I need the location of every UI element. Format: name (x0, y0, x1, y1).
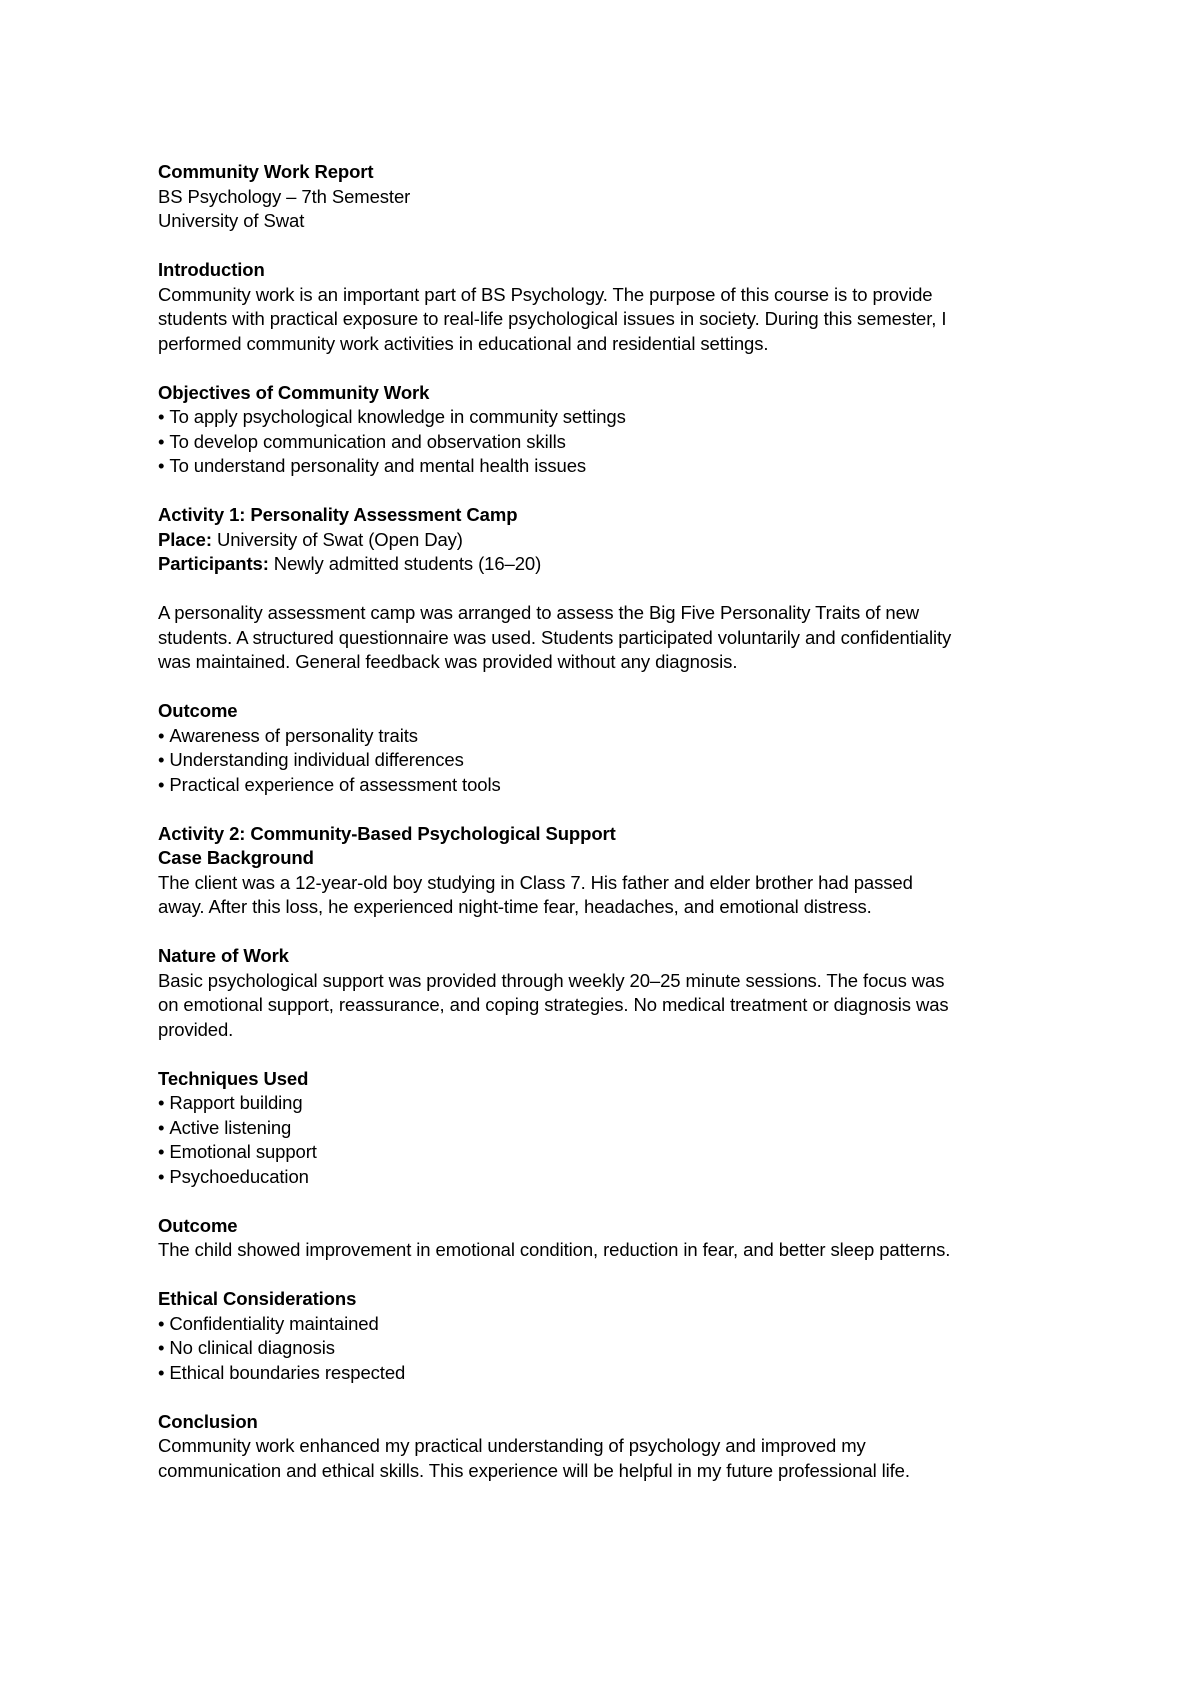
activity1-place (158, 528, 1078, 553)
objective-item: • To understand personality and mental health issues (158, 454, 1078, 479)
activity1-outcome-heading: Outcome (158, 700, 238, 721)
technique-item: • Active listening (158, 1116, 1078, 1141)
activity2-outcome-line: The child showed improvement in emotional condition, reduction in fear, and better sleep patterns. (158, 1239, 951, 1260)
ethics-heading: Ethical Considerations (158, 1288, 357, 1309)
case-background-heading: Case Background (158, 847, 314, 868)
activity1-text-line: students. A structured questionnaire was used. Students participated voluntarily and confidentiality (158, 626, 952, 648)
nature-of-work-line: on emotional support, reassurance, and coping strategies. No medical treatment or diagnosis was (158, 994, 949, 1015)
technique-item: • Rapport building (158, 1091, 1078, 1116)
ethics-item: • Confidentiality maintained (158, 1312, 1078, 1337)
conclusion-line: Community work enhanced my practical understanding of psychology and improved my (158, 1435, 866, 1456)
ethics-item: • Ethical boundaries respected (158, 1361, 1078, 1386)
nature-of-work-line: provided. (158, 1018, 234, 1040)
nature-of-work-heading: Nature of Work (158, 945, 289, 966)
activity2-outcome-heading: Outcome (158, 1214, 238, 1236)
participants-label: Participants: (158, 553, 269, 574)
ethics-item: • No clinical diagnosis (158, 1336, 1078, 1361)
program-line: BS Psychology – 7th Semester (158, 185, 411, 207)
activity1-outcome-item: • Understanding individual differences (158, 748, 1078, 773)
objectives-heading: Objectives of Community Work (158, 381, 430, 403)
activity1-heading: Activity 1: Personality Assessment Camp (158, 504, 518, 525)
activity1-text-line: A personality assessment camp was arranged to assess the Big Five Personality Traits of new (158, 602, 920, 623)
conclusion-line: communication and ethical skills. This experience will be helpful in my future professional life. (158, 1459, 910, 1481)
objective-item: • To apply psychological knowledge in community settings (158, 405, 1078, 430)
place-label: Place: (158, 528, 212, 550)
case-background-line: The client was a 12-year-old boy studying in Class 7. His father and elder brother had passed (158, 871, 913, 893)
case-background-line: away. After this loss, he experienced night-time fear, headaches, and emotional distress. (158, 896, 872, 917)
place-value: University of Swat (Open Day) (211, 528, 463, 550)
technique-item: • Psychoeducation (158, 1165, 1078, 1190)
introduction-text-line: Community work is an important part of BS Psychology. The purpose of this course is to provide (158, 283, 933, 305)
technique-item: • Emotional support (158, 1140, 1078, 1165)
objective-item: • To develop communication and observation skills (158, 430, 1078, 455)
participants-value: Newly admitted students (16–20) (268, 553, 542, 574)
activity1-outcome-item: • Awareness of personality traits (158, 724, 1078, 749)
conclusion-heading: Conclusion (158, 1410, 258, 1432)
nature-of-work-line: Basic psychological support was provided through weekly 20–25 minute sessions. The focus was (158, 969, 945, 991)
activity1-text-line: was maintained. General feedback was provided without any diagnosis. (158, 651, 738, 672)
introduction-text-line: students with practical exposure to real-life psychological issues in society. During this semester, I (158, 308, 947, 329)
activity1-outcome-item: • Practical experience of assessment tools (158, 773, 1078, 798)
introduction-heading: Introduction (158, 259, 265, 280)
activity1-participants (158, 552, 1078, 577)
report-title: Community Work Report (158, 161, 374, 182)
university-line: University of Swat (158, 210, 305, 231)
introduction-text-line: performed community work activities in educational and residential settings. (158, 332, 769, 354)
techniques-heading: Techniques Used (158, 1067, 309, 1089)
report-page (158, 160, 1078, 1483)
activity2-heading: Activity 2: Community-Based Psychological Support (158, 822, 616, 844)
